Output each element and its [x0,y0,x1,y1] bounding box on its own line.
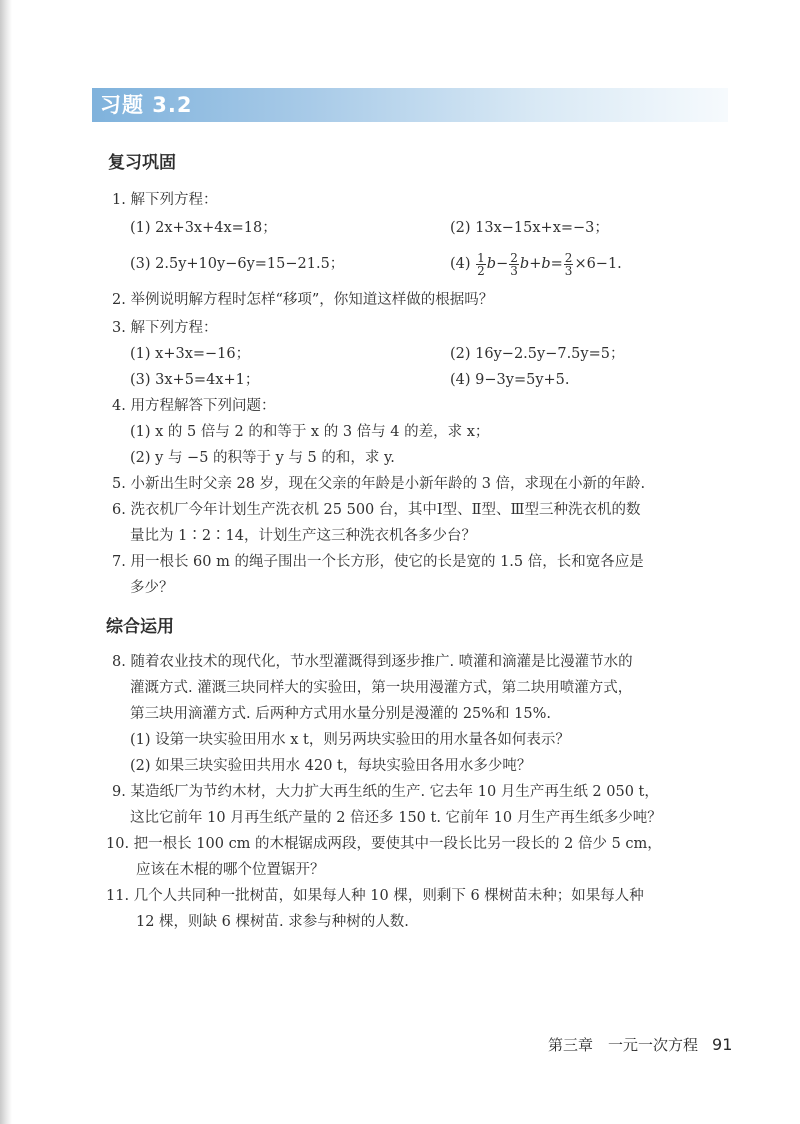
exercise-title: 习题 3.2 [100,93,193,117]
problem-9-line-1: 9. 某造纸厂为节约木材，大力扩大再生纸的生产. 它去年 10 月生产再生纸 2 050 t， [112,784,659,800]
problem-8-part-1: (1) 设第一块实验田用水 x t，则另两块实验田的用水量各如何表示？ [130,732,570,748]
problem-10-line-1: 10. 把一根长 100 cm 的木棍锯成两段，要使其中一段长比另一段长的 2 倍少 5 cm， [106,836,662,852]
problem-3-part-2: (2) 16y−2.5y−7.5y=5； [450,346,625,362]
page-number: 91 [712,1035,733,1054]
problem-8-line-1: 8. 随着农业技术的现代化，节水型灌溉得到逐步推广. 喷灌和滴灌是比漫灌节水的 [112,654,633,670]
page-footer [548,1034,732,1055]
problem-8-line-3: 第三块用滴灌方式. 后两种方式用水量分别是漫灌的 25%和 15%. [130,706,552,722]
problem-2: 2. 举例说明解方程时怎样“移项”，你知道这样做的根据吗？ [112,292,494,308]
problem-9-line-2: 这比它前年 10 月再生纸产量的 2 倍还多 150 t. 它前年 10 月生产再生纸多少吨？ [130,810,662,826]
problem-1-part-3: (3) 2.5y+10y−6y=15−21.5； [130,256,345,272]
page-binding-edge [0,0,12,1124]
problem-11-line-1: 11. 几个人共同种一批树苗，如果每人种 10 棵，则剩下 6 棵树苗未种；如果每人种 [106,888,644,904]
problem-3-stem: 3. 解下列方程： [112,320,218,336]
problem-1-part-4-equals: = [550,256,563,272]
section-heading-review: 复习巩固 [108,153,176,173]
problem-1-part-4-prefix: (4) [450,256,476,272]
problem-7-line-2: 多少？ [130,580,174,596]
problem-3-part-4: (4) 9−3y=5y+5. [450,372,570,388]
fraction-two-thirds: $\frac{2}{3}$ [510,250,518,278]
problem-1-part-2: (2) 13x−15x+x=−3； [450,220,609,236]
section-heading-comprehensive: 综合运用 [106,617,174,637]
problem-6-line-1: 6. 洗衣机厂今年计划生产洗衣机 25 500 台，其中Ⅰ型、Ⅱ型、Ⅲ型三种洗衣机的数 [112,502,641,518]
fraction-one-half: $\frac{1}{2}$ [477,250,485,278]
chapter-title: 第三章 一元一次方程 [548,1036,699,1054]
problem-11-line-2: 12 棵，则缺 6 棵树苗. 求参与种树的人数. [136,914,409,930]
problem-8-line-2: 灌溉方式. 灌溉三块同样大的实验田，第一块用漫灌方式，第二块用喷灌方式， [130,680,633,696]
problem-1-part-4-tail: ×6−1. [574,256,622,272]
fraction-two-thirds-rhs: $\frac{2}{3}$ [564,250,573,278]
problem-4-stem: 4. 用方程解答下列问题： [112,398,276,414]
problem-1-part-1: (1) 2x+3x+4x=18； [130,220,277,236]
problem-10-line-2: 应该在木棍的哪个位置锯开？ [136,862,325,878]
problem-4-part-1: (1) x 的 5 倍与 2 的和等于 x 的 3 倍与 4 的差，求 x； [130,424,490,440]
problem-1-part-4: (4) $\frac{1}{2}$ b− $\frac{2}{3}$ b+b= $\frac{2}{3}$ ×6−1. [450,250,622,278]
problem-3-part-3: (3) 3x+5=4x+1； [130,372,260,388]
problem-7-line-1: 7. 用一根长 60 m 的绳子围出一个长方形，使它的长是宽的 1.5 倍，长和宽各应是 [112,554,644,570]
problem-1-stem: 1. 解下列方程： [112,192,218,208]
problem-8-part-2: (2) 如果三块实验田共用水 420 t，每块实验田各用水多少吨？ [130,758,532,774]
problem-5: 5. 小新出生时父亲 28 岁，现在父亲的年龄是小新年龄的 3 倍，求现在小新的年龄. [112,476,646,492]
problem-6-line-2: 量比为 1∶2∶14，计划生产这三种洗衣机各多少台？ [130,528,477,544]
problem-3-part-1: (1) x+3x=−16； [130,346,251,362]
problem-4-part-2: (2) y 与 −5 的积等于 y 与 5 的和，求 y. [130,450,395,466]
